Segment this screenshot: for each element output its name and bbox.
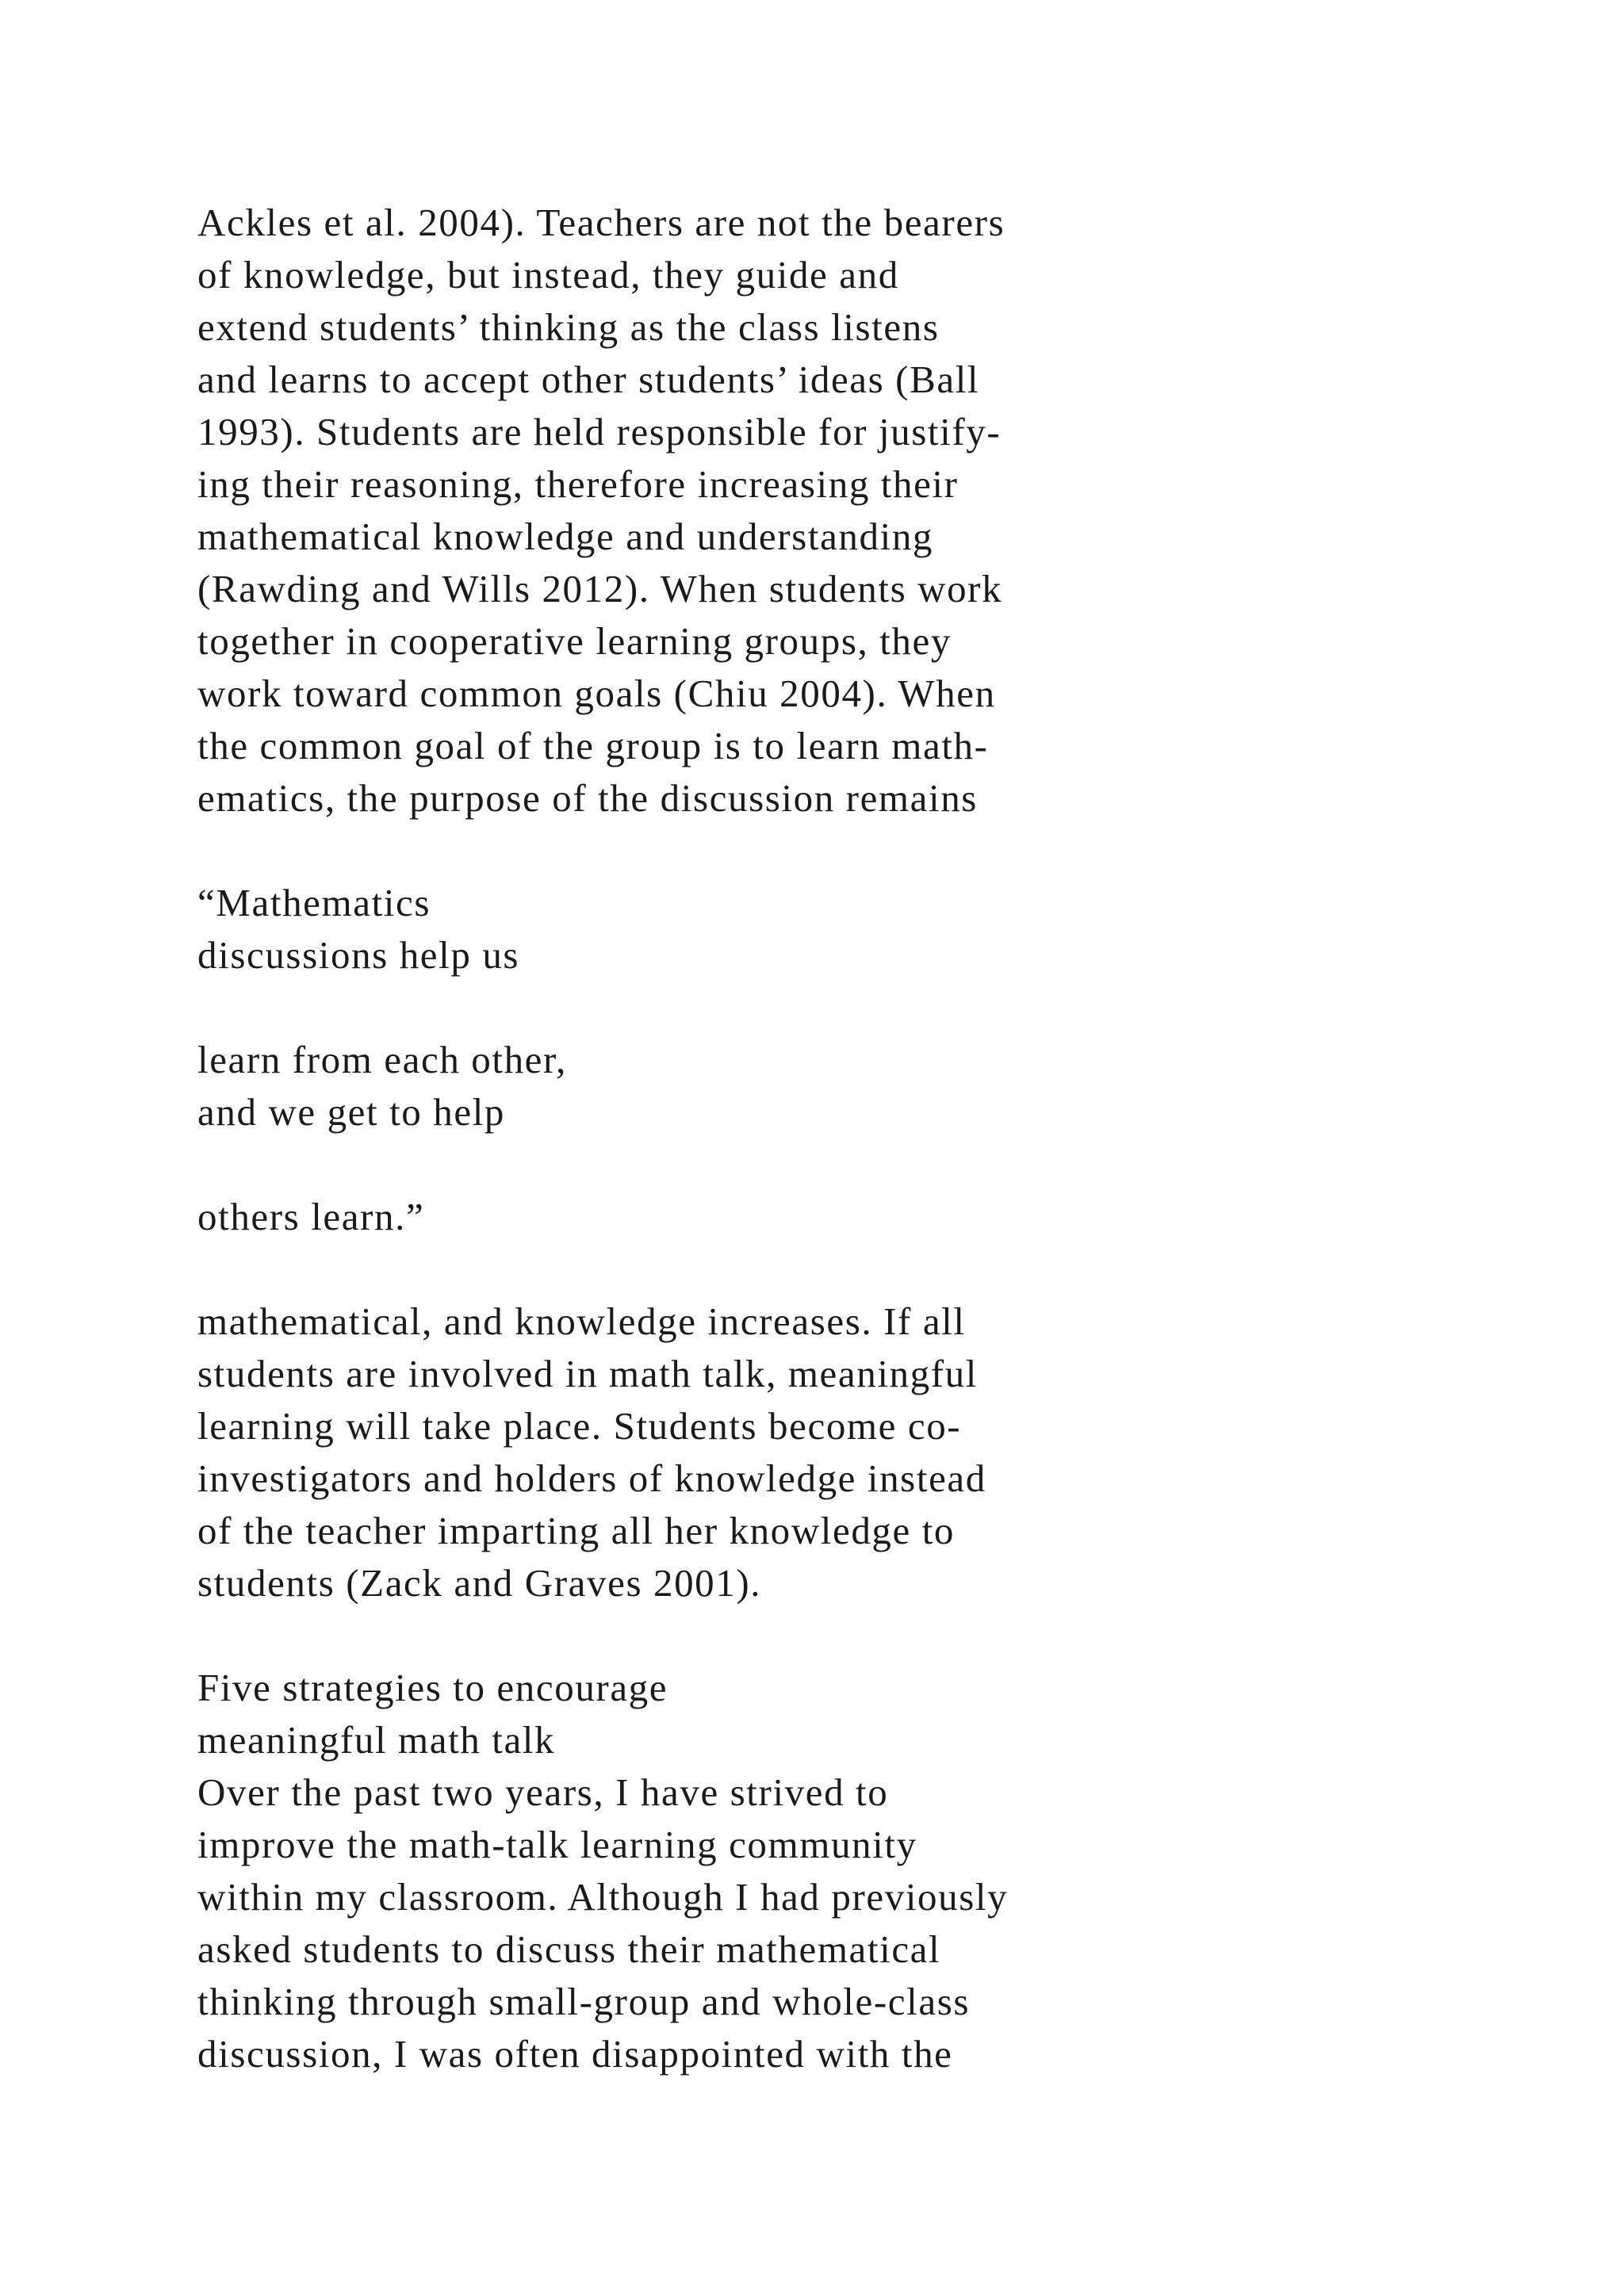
text-line: investigators and holders of knowledge instead: [197, 1456, 986, 1500]
text-line: ematics, the purpose of the discussion remains: [197, 776, 978, 820]
text-line: of knowledge, but instead, they guide and: [197, 253, 899, 297]
text-line: Ackles et al. 2004). Teachers are not the bearers: [197, 201, 1005, 244]
text-line: students (Zack and Graves 2001).: [197, 1561, 762, 1605]
text-line: mathematical knowledge and understanding: [197, 515, 934, 558]
text-line: asked students to discuss their mathematical: [197, 1927, 941, 1971]
section-heading-line: Five strategies to encourage: [197, 1666, 668, 1709]
pull-quote-line: others learn.”: [197, 1195, 425, 1238]
text-line: discussion, I was often disappointed with the: [197, 2032, 953, 2076]
text-line: improve the math-talk learning community: [197, 1823, 917, 1866]
text-line: the common goal of the group is to learn math-: [197, 724, 989, 767]
text-line: together in cooperative learning groups, they: [197, 619, 952, 663]
text-line: 1993). Students are held responsible for justify-: [197, 410, 1002, 453]
text-line: students are involved in math talk, meaningful: [197, 1352, 978, 1395]
text-line: thinking through small-group and whole-class: [197, 1980, 971, 2023]
text-line: work toward common goals (Chiu 2004). When: [197, 672, 996, 715]
text-line: and learns to accept other students’ ideas (Ball: [197, 358, 980, 401]
pull-quote-line: “Mathematics: [197, 881, 431, 924]
text-line: mathematical, and knowledge increases. If all: [197, 1299, 966, 1343]
pull-quote-line: discussions help us: [197, 933, 520, 977]
pull-quote-line: and we get to help: [197, 1090, 506, 1134]
text-line: learning will take place. Students become co-: [197, 1404, 962, 1448]
text-line: Over the past two years, I have strived to: [197, 1770, 889, 1814]
pull-quote-line: learn from each other,: [197, 1038, 567, 1081]
text-line: of the teacher imparting all her knowledge to: [197, 1509, 956, 1552]
text-line: ing their reasoning, therefore increasing their: [197, 462, 959, 506]
text-line: extend students’ thinking as the class listens: [197, 305, 940, 349]
text-line: within my classroom. Although I had previously: [197, 1875, 1009, 1919]
section-heading-line: meaningful math talk: [197, 1718, 556, 1762]
text-line: (Rawding and Wills 2012). When students work: [197, 567, 1003, 610]
